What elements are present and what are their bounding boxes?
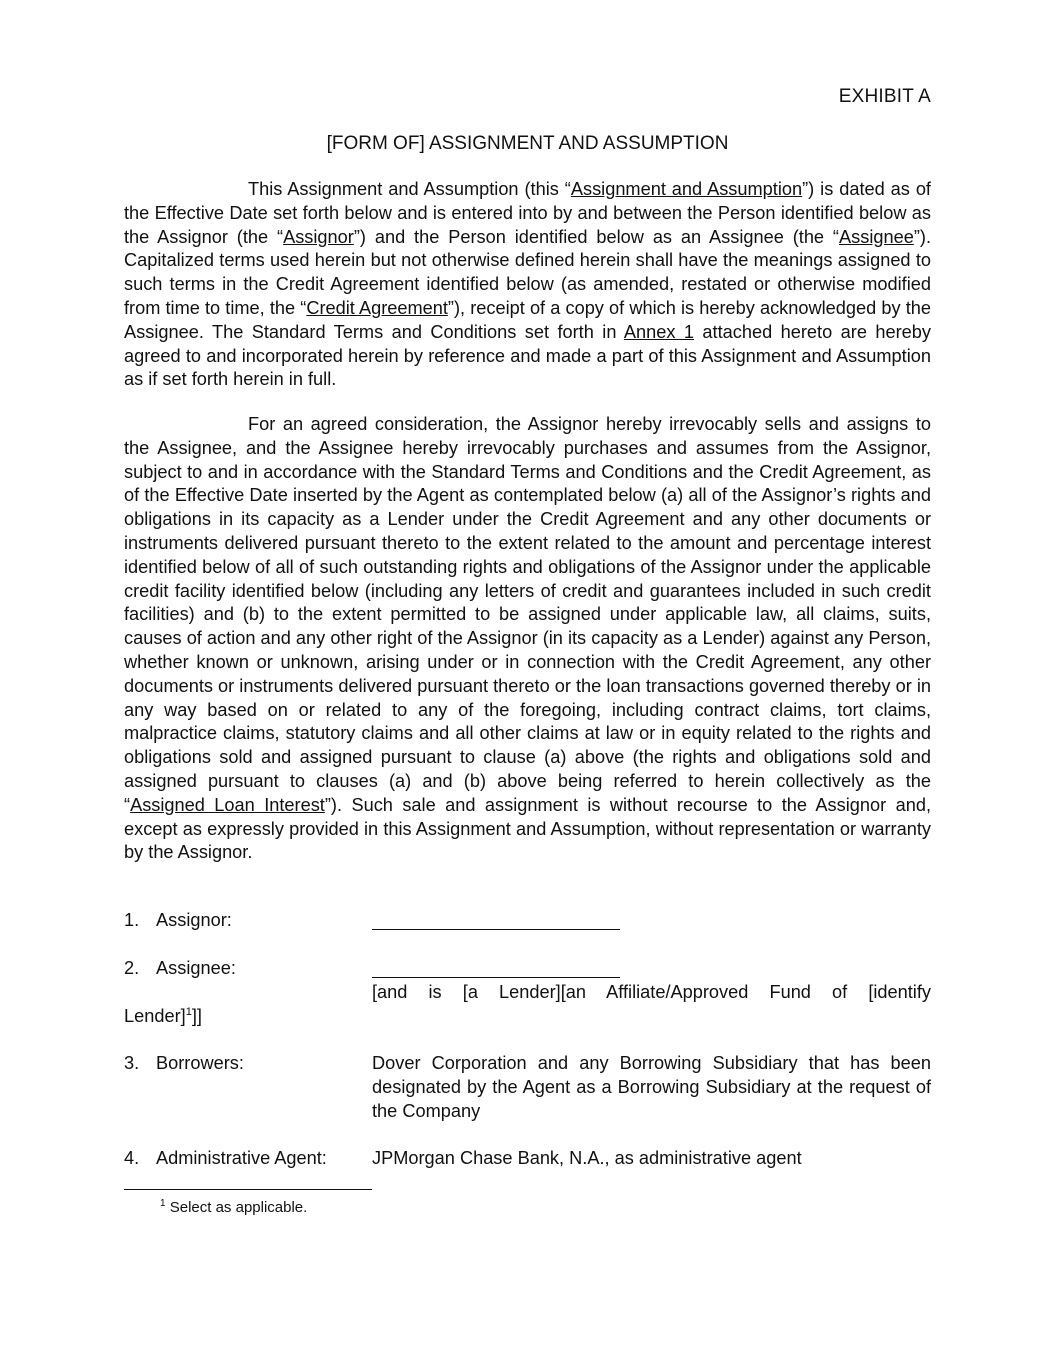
defined-term-assignee: Assignee — [839, 226, 914, 247]
item-number: 4. — [124, 1148, 140, 1168]
footnote — [160, 1199, 307, 1216]
consideration-paragraph — [124, 413, 931, 865]
text-run: ”). Capitalized terms used herein but not otherwise defined herein shall have the meanings assigned to such terms in the Credit Agreement identified below (as amended, restated or otherwise modified from time to time, the “ — [124, 226, 931, 318]
text-run: ]] — [191, 1006, 202, 1026]
assignee-description-wrap — [124, 1005, 202, 1029]
signature-line — [372, 915, 620, 930]
signature-line — [372, 963, 620, 978]
borrowers-value: Dover Corporation and any Borrowing Subsidiary that has been designated by the Agent as a Borrowing Subsidiary at the request of the Company — [372, 1053, 931, 1121]
assignee-blank — [372, 963, 931, 978]
assignor-blank — [372, 915, 931, 930]
text-run: ”). Such sale and assignment is without recourse to the Assignor and, except as expressly provided in this Assignment and Assumption, without representation or warranty by the Assignor. — [124, 794, 931, 863]
annex-reference: Annex 1 — [623, 321, 694, 342]
text-run: Lender] — [124, 1006, 186, 1026]
item-label: Administrative Agent: — [156, 1148, 327, 1168]
item-label: Borrowers: — [156, 1053, 244, 1073]
text-run: This Assignment and Assumption (this “ — [248, 179, 571, 199]
item-number: 3. — [124, 1053, 140, 1073]
footnote-number: 1 — [160, 1198, 166, 1209]
assignee-description: [and is [a Lender][an Affiliate/Approved Fund of [identify — [372, 982, 931, 1002]
document-title: [FORM OF] ASSIGNMENT AND ASSUMPTION — [326, 133, 729, 154]
text-run: attached hereto are hereby agreed to and incorporated herein by reference and made a part of this Assignment and Assumption as if set forth herein in full. — [124, 321, 931, 390]
text-run: ”) and the Person identified below as an Assignee (the “ — [353, 226, 839, 247]
administrative-agent-value: JPMorgan Chase Bank, N.A., as administrative agent — [372, 1148, 802, 1168]
item-label: Assignor: — [156, 910, 232, 930]
defined-term-assigned-loan-interest: Assigned Loan Interest — [130, 794, 325, 815]
intro-paragraph — [124, 178, 931, 392]
item-number: 1. — [124, 910, 140, 930]
footnote-text: Select as applicable. — [165, 1199, 308, 1216]
footnote-marker: 1 — [185, 1005, 192, 1018]
exhibit-label: EXHIBIT A — [838, 86, 931, 107]
defined-term-assignor: Assignor — [283, 226, 354, 247]
defined-term-assignment-and-assumption: Assignment and Assumption — [570, 179, 803, 199]
footnote-divider — [124, 1189, 372, 1190]
defined-term-credit-agreement: Credit Agreement — [306, 297, 448, 318]
item-number: 2. — [124, 958, 140, 978]
text-run: ”), receipt of a copy of which is hereby acknowledged by the Assignee. The Standard Terms and Conditions set forth in — [124, 297, 931, 342]
text-run: ”) is dated as of the Effective Date set forth below and is entered into by and between the Person identified below as the Assignor (the “ — [124, 179, 931, 247]
text-run: For an agreed consideration, the Assignor hereby irrevocably sells and assigns to the Assignee, and the Assignee hereby irrevocably purchases and assumes from the Assignor, subject to and in accordance with the Standard Terms and Conditions and the Credit Agreement, as of the Effective Date inserted by the Agent as contemplated below (a) all of the Assignor’s rights and obligations in its capacity as a Lender under the Credit Agreement and any other documents or instruments delivered pursuant thereto to the extent related to the amount and percentage interest identified below of all of such outstanding rights and obligations of the Assignor under the applicable credit facility identified below (including any letters of credit and guarantees included in such credit facilities) and (b) to the extent permitted to be assigned under applicable law, all claims, suits, causes of action and any other right of the Assignor (in its capacity as a Lender) against any Person, whether known or unknown, arising under or in connection with the Credit Agreement, any other documents or instruments delivered pursuant thereto or the loan transactions governed thereby or in any way based on or related to any of the foregoing, including contract claims, tort claims, malpractice claims, statutory claims and all other claims at law or in equity related to the rights and obligations sold and assigned pursuant to clause (a) above (the rights and obligations sold and assigned pursuant to clauses (a) and (b) above being referred to herein collectively as the “ — [124, 414, 931, 815]
item-label: Assignee: — [156, 958, 236, 978]
